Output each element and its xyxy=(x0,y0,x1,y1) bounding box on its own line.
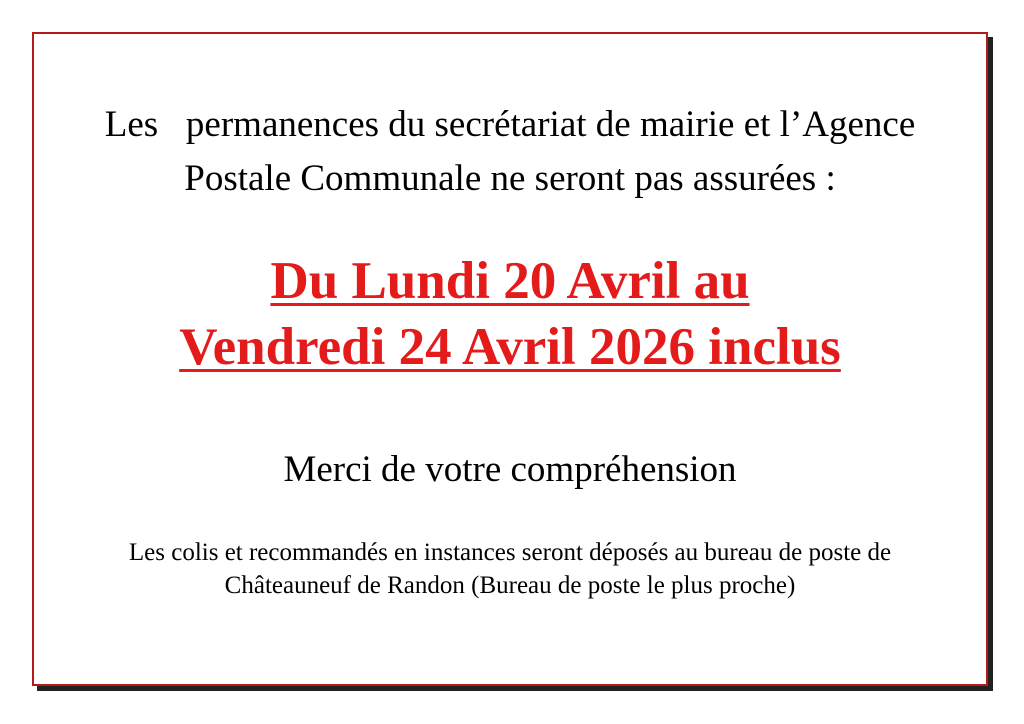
parcel-note xyxy=(34,536,986,602)
closure-dates xyxy=(34,248,986,380)
dates-line-1: Du Lundi 20 Avril au xyxy=(270,252,750,310)
notice-frame xyxy=(32,32,988,686)
note-line-2: Châteauneuf de Randon (Bureau de poste le plus proche) xyxy=(224,572,796,599)
intro-line-2: Postale Communale ne seront pas assurées : xyxy=(184,158,836,199)
intro-line-1: Les permanences du secrétariat de mairie et l’Agence xyxy=(104,104,916,145)
note-line-1: Les colis et recommandés en instances seront déposés au bureau de poste de xyxy=(128,539,892,566)
thanks-message: Merci de votre compréhension xyxy=(283,449,737,490)
notice-intro xyxy=(34,98,986,206)
dates-line-2: Vendredi 24 Avril 2026 inclus xyxy=(179,318,841,376)
